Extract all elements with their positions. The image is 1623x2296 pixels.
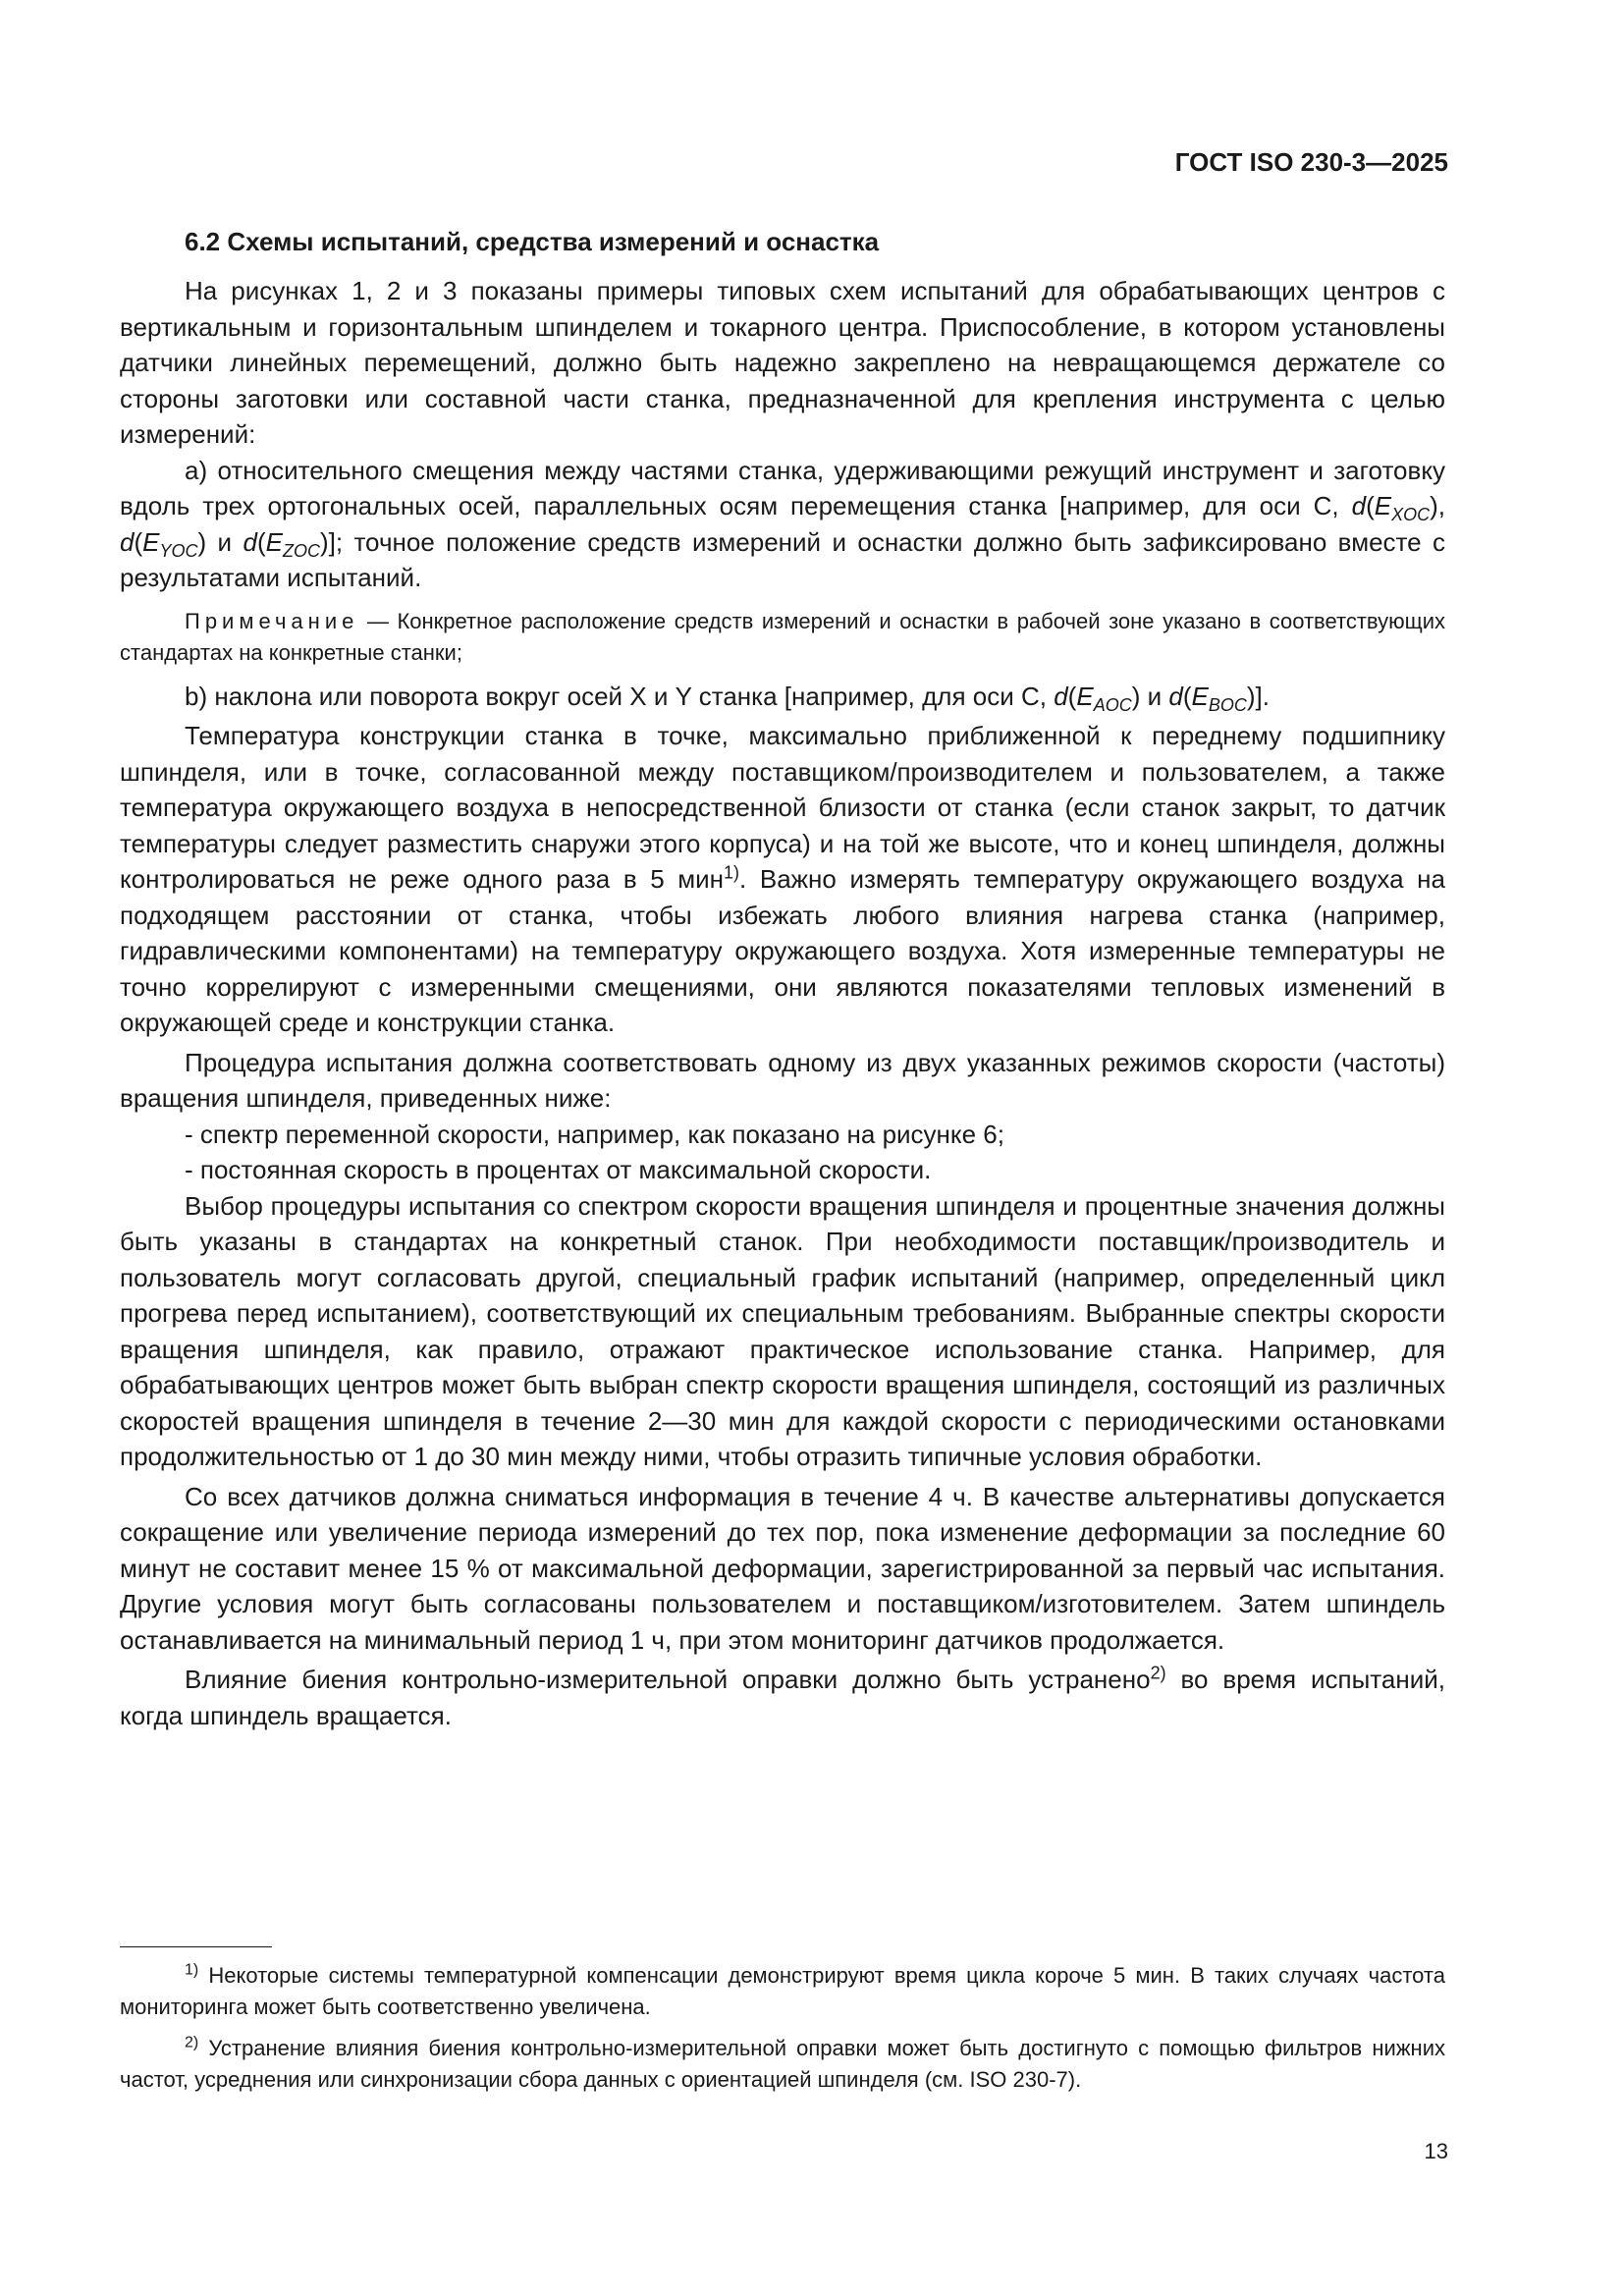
- note-text: — Конкретное расположение средств измерений и оснастки в рабочей зоне указано в соответствующих стандартах на конкретные станки;: [120, 608, 1445, 665]
- paragraph-selection: Выбор процедуры испытания со спектром скорости вращения шпинделя и процентные значения должны быть указаны в стандартах на конкретный станок. При необходимости поставщик/производитель и пользователь могут согласовать другой, специальный график испытаний (например, определенный цикл прогрева перед испытанием), соответствующий их специальным требованиям. Выбранные спектры скорости вращения шпинделя, как правило, отражают практическое использование станка. Например, для обрабатывающих центров может быть выбран спектр скорости вращения шпинделя, состоящий из различных скоростей вращения шпинделя в течение 2—30 мин для каждой скорости с периодическими остановками продолжительностью от 1 до 30 мин между ними, чтобы отразить типичные условия обработки.: [120, 1190, 1445, 1471]
- footnote-separator: [120, 1946, 272, 1947]
- paragraph-temperature: Температура конструкции станка в точке, максимально приближенной к переднему подшипнику шпинделя, или в точке, согласованной между поставщиком/производителем и пользователем, а также температура окружающего воздуха в непосредственной близости от станка (если станок закрыт, то датчик температуры следует разместить снаружи этого корпуса) и на той же высоте, что и конец шпинделя, должны контролироваться не реже одного раза в 5 мин$^{1)}$. Важно измерять температуру окружающего воздуха на подходящем расстоянии от станка, чтобы избежать любого влияния нагрева станка (например, гидравлическими компонентами) на температуру окружающего воздуха. Хотя измеренные температуры не точно коррелируют с измеренными смещениями, они являются показателями тепловых изменений в окружающей среде и конструкции станка.: [120, 721, 1446, 1037]
- footnote-1: $^{1)}$ Некоторые системы температурной компенсации демонстрируют время цикла короче 5 мин. В таких случаях частота мониторинга может быть соответственно увеличена.: [120, 1961, 1445, 2019]
- paragraph-sensors: Со всех датчиков должна сниматься информация в течение 4 ч. В качестве альтернативы допускается сокращение или увеличение периода измерений до тех пор, пока изменение деформации за последние 60 минут не составит менее 15 % от максимальной деформации, зарегистрированной за первый час испытания. Другие условия могут быть согласованы пользователем и поставщиком/изготовителем. Затем шпиндель останавливается на минимальный период 1 ч, при этом мониторинг датчиков продолжается.: [120, 1481, 1445, 1655]
- paragraph-procedure: Процедура испытания должна соответствовать одному из двух указанных режимов скорости (частоты) вращения шпинделя, приведенных ниже:: [120, 1047, 1445, 1113]
- footnote-ref-2[interactable]: 2): [1150, 1663, 1166, 1683]
- paragraph-runout: Влияние биения контрольно-измерительной оправки должно быть устранено$^{2)}$ во время испытаний, когда шпиндель вращается.: [120, 1663, 1445, 1730]
- note: [120, 606, 1445, 669]
- page-number: 13: [1424, 2139, 1448, 2163]
- main-content: [120, 224, 1445, 1733]
- footnote-2: $^{2)}$ Устранение влияния биения контрольно-измерительной оправки может быть достигнуто с помощью фильтров нижних частот, усреднения или синхронизации сбора данных с ориентацией шпинделя (см. ISO 230-7).: [120, 2034, 1445, 2092]
- list-item-a: а) относительного смещения между частями станка, удерживающими режущий инструмент и заготовку вдоль трех ортогональных осей, параллельных осям перемещения станка [например, для оси С, $d(E_{XOC})$, $d(E_{YOC})$ и $d(E_{ZOC})$]; точное положение средств измерений и оснастки должно быть зафиксировано вместе с результатами испытаний.: [120, 455, 1445, 592]
- list-item-dash-2: - постоянная скорость в процентах от максимальной скорости.: [185, 1155, 932, 1184]
- document-header: ГОСТ ISO 230-3—2025: [1174, 147, 1448, 177]
- footnote-ref-1[interactable]: 1): [724, 862, 740, 883]
- section-title: 6.2 Схемы испытаний, средства измерений и оснастка: [185, 227, 880, 256]
- note-label: Примечание: [185, 608, 359, 633]
- footnotes: [120, 1960, 1445, 2105]
- list-item-b: b) наклона или поворота вокруг осей X и Y станка [например, для оси С, $d(E_{AOC})$ и $d(E_{BOC})$].: [185, 681, 1270, 715]
- list-item-dash-1: - спектр переменной скорости, например, как показано на рисунке 6;: [185, 1119, 1004, 1149]
- paragraph-intro: На рисунках 1, 2 и 3 показаны примеры типовых схем испытаний для обрабатывающих центров с вертикальным и горизонтальным шпинделем и токарного центра. Приспособление, в котором установлены датчики линейных перемещений, должно быть надежно закреплено на невращающемся держателе со стороны заготовки или составной части станка, предназначенной для крепления инструмента с целью измерений:: [120, 276, 1445, 449]
